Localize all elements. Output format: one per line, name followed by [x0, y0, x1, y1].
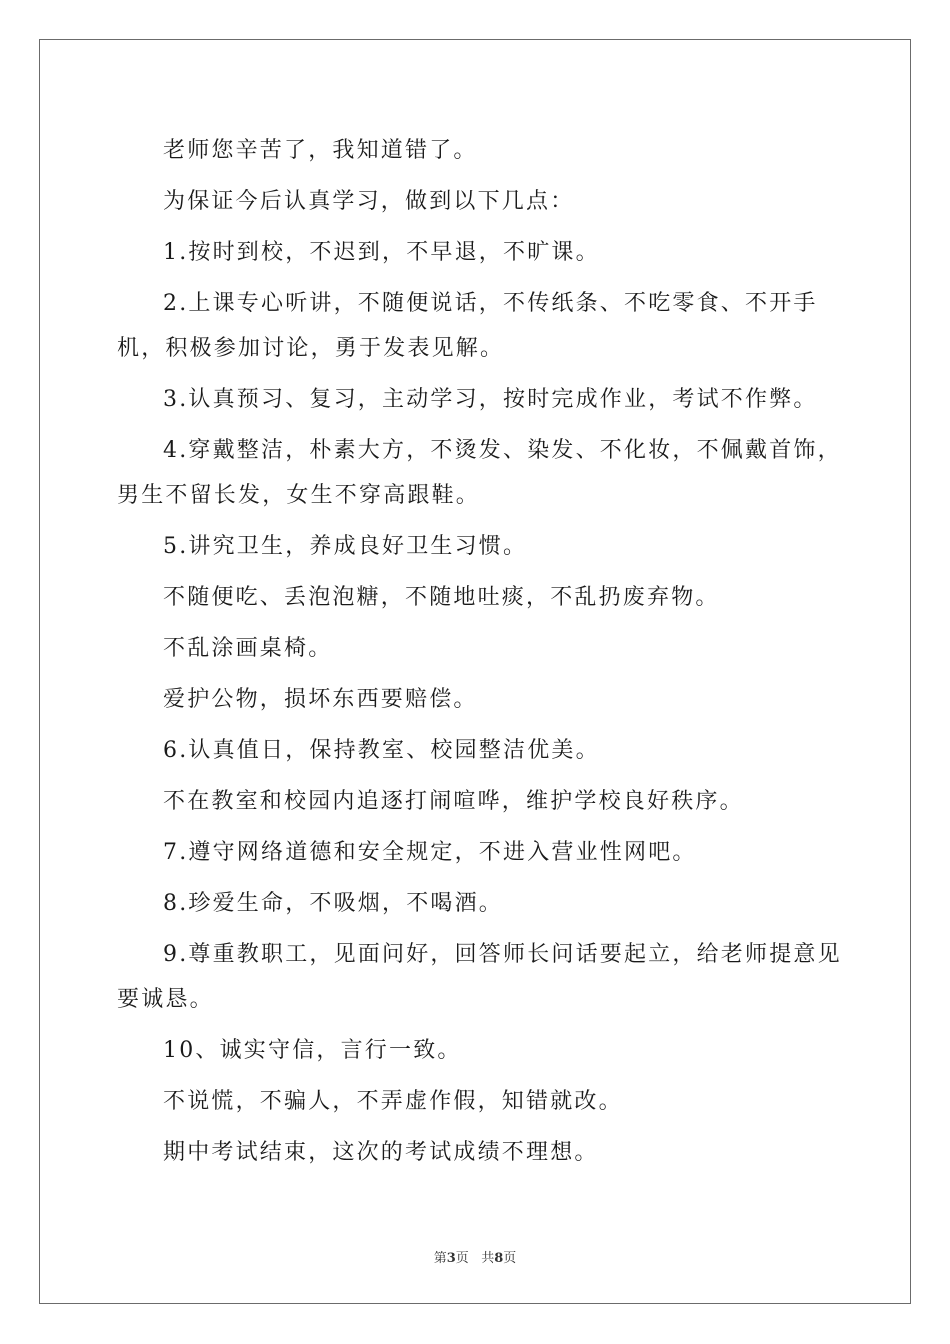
paragraph: 为保证今后认真学习，做到以下几点：: [163, 189, 575, 214]
paragraph: 7.遵守网络道德和安全规定，不进入营业性网吧。: [163, 840, 697, 865]
current-page-number: 3: [446, 1251, 456, 1266]
footer-total-prefix: 共: [481, 1251, 495, 1266]
footer-page-word: 页: [455, 1251, 469, 1266]
footer-total-suffix: 页: [503, 1251, 517, 1266]
paragraph: 10、诚实守信，言行一致。: [163, 1038, 462, 1063]
document-body: [117, 128, 845, 1181]
paragraph: 不乱涂画桌椅。: [163, 636, 333, 661]
paragraph: 3.认真预习、复习，主动学习，按时完成作业，考试不作弊。: [163, 387, 818, 412]
total-pages-number: 8: [494, 1251, 504, 1266]
paragraph: 不说慌，不骗人，不弄虚作假，知错就改。: [163, 1089, 623, 1114]
page-footer: [0, 1247, 950, 1266]
paragraph: 不随便吃、丢泡泡糖，不随地吐痰，不乱扔废弃物。: [163, 585, 720, 610]
paragraph: 期中考试结束，这次的考试成绩不理想。: [163, 1140, 599, 1165]
paragraph: 爱护公物，损坏东西要赔偿。: [163, 687, 478, 712]
paragraph: 9.尊重教职工，见面问好，回答师长问话要起立，给老师提意见要诚恳。: [117, 942, 842, 1012]
paragraph: 4.穿戴整洁，朴素大方，不烫发、染发、不化妆，不佩戴首饰，男生不留长发，女生不穿高跟鞋。: [117, 438, 842, 508]
paragraph: 6.认真值日，保持教室、校园整洁优美。: [163, 738, 600, 763]
footer-prefix: 第: [433, 1251, 447, 1266]
paragraph: 8.珍爱生命，不吸烟，不喝酒。: [163, 891, 503, 916]
paragraph: 老师您辛苦了，我知道错了。: [163, 138, 478, 163]
paragraph: 5.讲究卫生，养成良好卫生习惯。: [163, 534, 528, 559]
paragraph: 2.上课专心听讲，不随便说话，不传纸条、不吃零食、不开手机，积极参加讨论，勇于发表见解。: [117, 291, 818, 361]
paragraph: 1.按时到校，不迟到，不早退，不旷课。: [163, 240, 600, 265]
paragraph: 不在教室和校园内追逐打闹喧哗，维护学校良好秩序。: [163, 789, 744, 814]
